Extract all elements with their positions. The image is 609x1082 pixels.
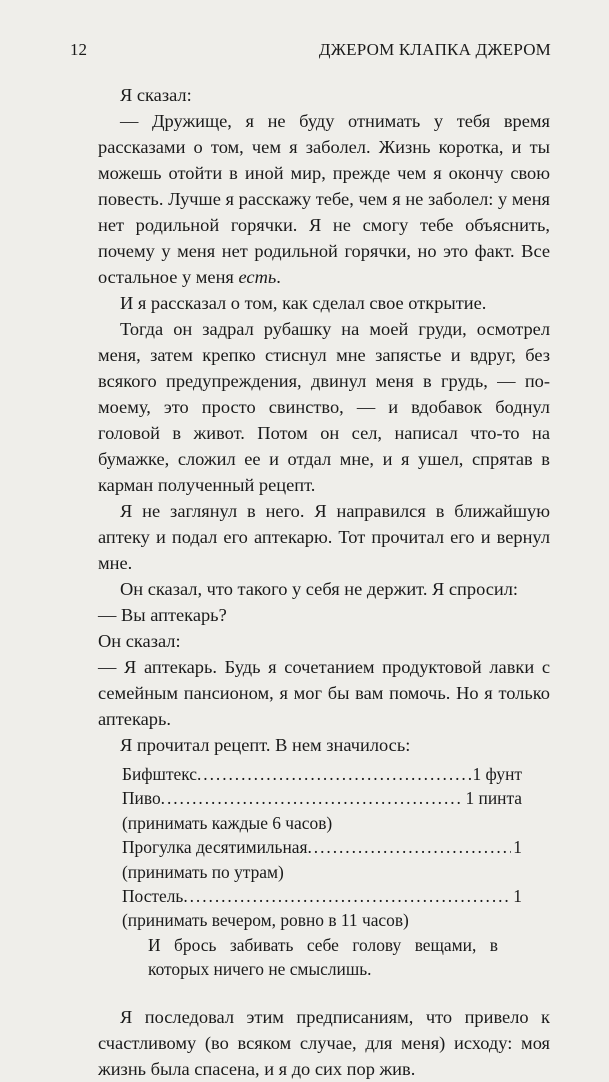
recipe-item-note: (принимать по утрам) [122, 861, 284, 882]
paragraph: — Я аптекарь. Будь я сочетанием продуктовой лавки с семейным пансионом, я мог бы вам помочь. Но я только аптекарь. [98, 657, 550, 729]
recipe-item-qty: 1 фунт [472, 764, 522, 784]
paragraph: Тогда он задрал рубашку на моей груди, осмотрел меня, затем крепко стиснул мне запястье и вдруг, без всякого предупреждения, двинул меня в грудь, — по-моему, это просто свинство, — и вдобавок боднул головой в живот. Потом он сел, написал что-то на бумажке, сложил ее и отдал мне, и я ушел, спрятав в карман полученный рецепт. [98, 319, 550, 495]
paragraph: Он сказал: [98, 631, 181, 651]
recipe-item-qty: 1 пинта [465, 788, 522, 809]
recipe-item-qty: 1 [513, 837, 522, 858]
recipe [122, 762, 522, 933]
emphasis: есть [238, 267, 277, 287]
dot-leader [197, 762, 471, 786]
page-number: 12 [70, 40, 87, 59]
recipe-item-name: Бифштекс [122, 764, 198, 784]
closing-paragraph: Я последовал этим предписаниям, что привело к счастливому (во всяком случае, для меня) исходу: моя жизнь была спасена, и я до сих пор жив. [98, 1006, 550, 1079]
recipe-item [122, 762, 522, 786]
recipe-advice: И брось забивать себе голову вещами, в которых ничего не смыслишь. [148, 934, 498, 980]
section-gap [98, 982, 550, 1004]
paragraph: И я рассказал о том, как сделал свое открытие. [120, 293, 487, 313]
recipe-item [122, 786, 522, 810]
recipe-item-name: Постель [122, 886, 184, 907]
paragraph: Я сказал: [120, 85, 192, 105]
page-body [98, 82, 550, 1082]
recipe-item-note: (принимать вечером, ровно в 11 часов) [122, 910, 409, 931]
dot-leader [161, 786, 464, 810]
recipe-item-note: (принимать каждые 6 часов) [122, 812, 333, 833]
paragraph: — Вы аптекарь? [98, 605, 227, 625]
dot-leader [308, 835, 512, 859]
recipe-item-name: Прогулка десятимильная [122, 837, 308, 858]
recipe-item-name: Пиво [122, 788, 161, 809]
paragraph: — Дружище, я не буду отнимать у тебя время рассказами о том, чем я заболел. Жизнь коротка, и ты можешь отойти в иной мир, прежде чем я окончу свою повесть. Лучше я расскажу тебе, чем я не заболел: у меня нет родильной горячки. Я не смогу тебе объяснить, почему у меня нет родильной горячки, но это факт. Все остальное у меня есть. [98, 111, 550, 287]
recipe-item-qty: 1 [513, 886, 522, 907]
paragraph: Я не заглянул в него. Я направился в ближайшую аптеку и подал его аптекарю. Тот прочитал его и вернул мне. [98, 501, 550, 573]
dot-leader [183, 884, 511, 908]
recipe-item [122, 835, 522, 859]
running-title: ДЖЕРОМ КЛАПКА ДЖЕРОМ [318, 40, 551, 59]
recipe-item [122, 884, 522, 908]
paragraph: Он сказал, что такого у себя не держит. Я спросил: [120, 579, 519, 599]
paragraph: Я прочитал рецепт. В нем значилось: [120, 735, 411, 755]
